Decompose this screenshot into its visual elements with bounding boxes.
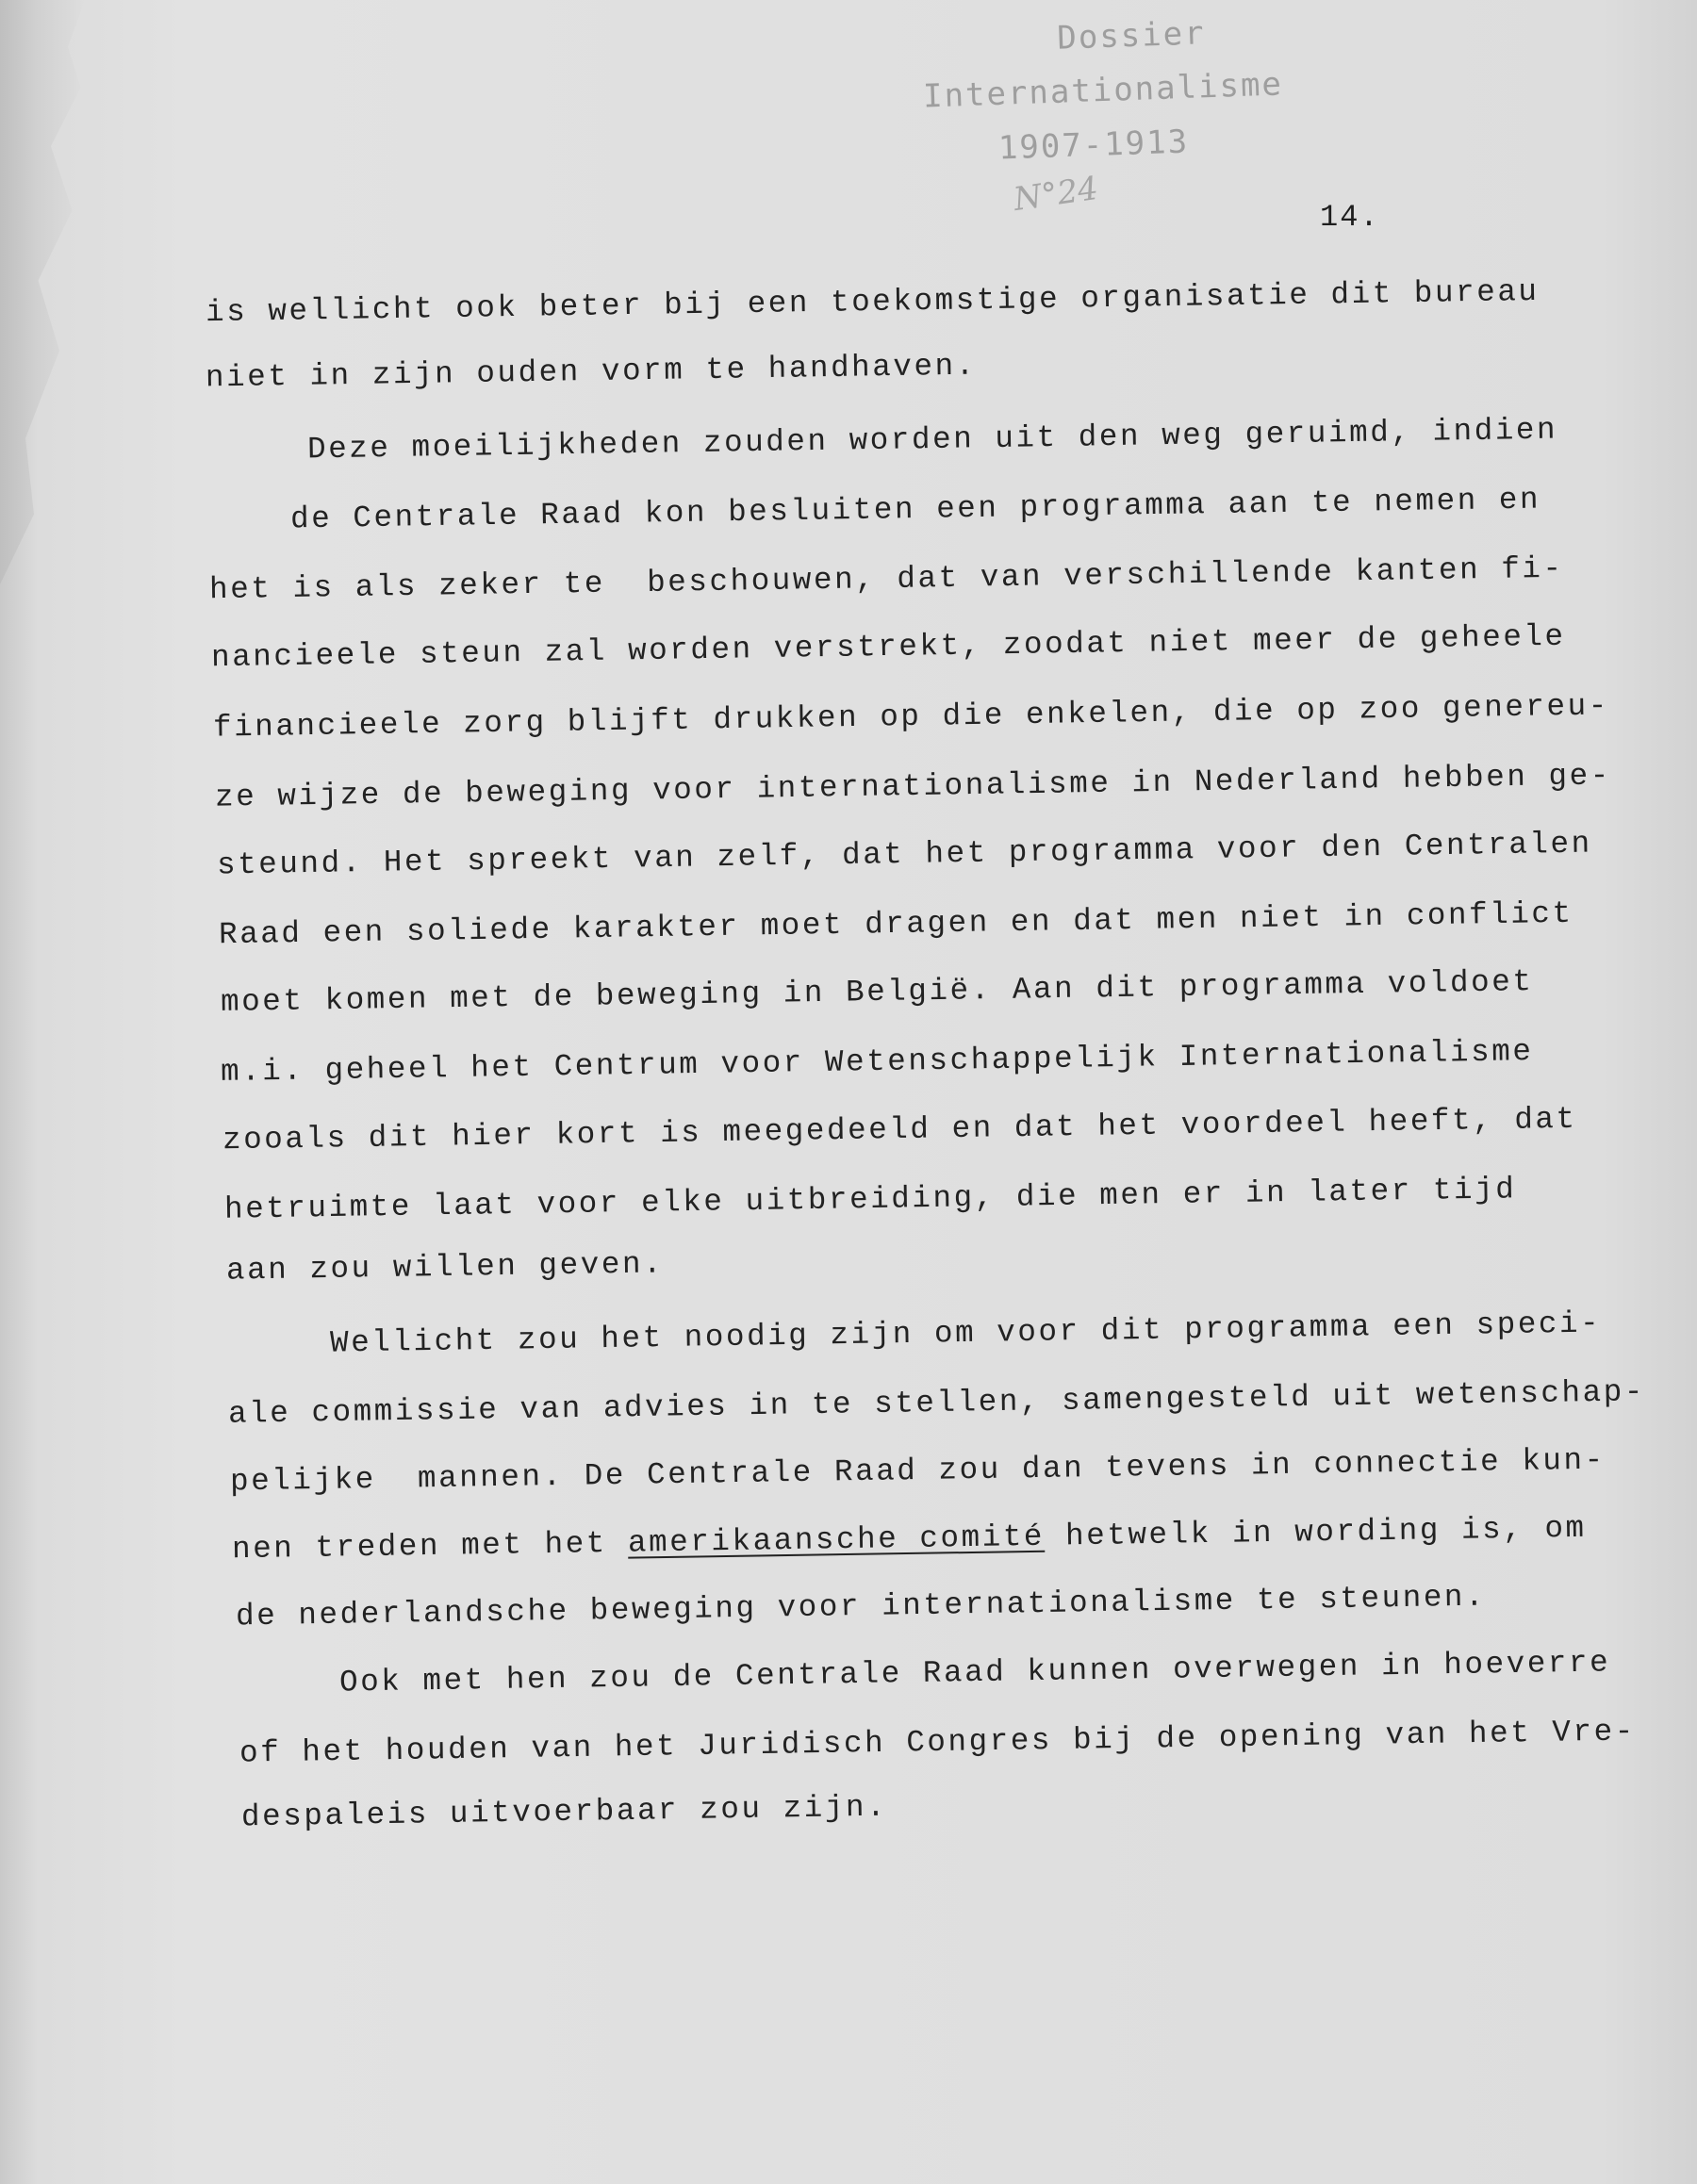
stamp-line-dossier: Dossier: [1056, 14, 1207, 57]
page-number: 14.: [1320, 200, 1380, 235]
text-line: pelijke mannen. De Centrale Raad zou dan tevens in connectie kun-: [229, 1442, 1606, 1500]
stamp-handwritten-number: N°24: [1011, 169, 1101, 220]
text-line: m.i. geheel het Centrum voor Wetenschappelijk Internationalisme: [220, 1034, 1534, 1090]
text-segment: nen treden met het: [231, 1525, 629, 1568]
text-line: hetruimte laat voor elke uitbreiding, die men er in later tijd: [223, 1172, 1517, 1227]
text-line: is wellicht ook beter bij een toekomstige organisatie dit bureau: [205, 273, 1540, 331]
stamp-line-internationalisme: Internationalisme: [922, 65, 1284, 116]
text-line: of het houden van het Juridisch Congres bij de opening van het Vre-: [239, 1714, 1637, 1771]
text-line: moet komen met de beweging in België. Aan dit programma voldoet: [220, 964, 1534, 1020]
text-line: Ook met hen zou de Centrale Raad kunnen overwegen in hoeverre: [338, 1645, 1611, 1700]
text-line: Deze moeilijkheden zouden worden uit den weg geruimd, indien: [306, 412, 1558, 468]
text-segment: hetwelk in wording is, om: [1044, 1510, 1587, 1554]
underlined-phrase: amerikaansche comité: [627, 1519, 1046, 1561]
text-line: de Centrale Raad kon besluiten een programma aan te nemen en: [289, 482, 1541, 537]
text-line: ze wijze de beweging voor internationalisme in Nederland hebben ge-: [214, 758, 1612, 815]
text-line: ale commissie van advies in te stellen, samengesteld uit wetenschap-: [227, 1374, 1646, 1432]
text-line: aan zou willen geven.: [225, 1246, 665, 1289]
text-line: financieele zorg blijft drukken op die enkelen, die op zoo genereu-: [212, 688, 1610, 746]
text-line: de nederlandsche beweging voor internationalisme te steunen.: [235, 1579, 1487, 1634]
text-line: nancieele steun zal worden verstrekt, zoodat niet meer de geheele: [210, 618, 1566, 676]
text-line: steund. Het spreekt van zelf, dat het programma voor den Centralen: [216, 826, 1593, 883]
text-line: Wellicht zou het noodig zijn om voor dit programma een speci-: [329, 1305, 1602, 1361]
text-line: zooals dit hier kort is meegedeeld en dat het voordeel heeft, dat: [222, 1101, 1577, 1158]
text-line: het is als zeker te beschouwen, dat van verschillende kanten fi-: [208, 550, 1564, 608]
text-line: [232, 1511, 1587, 1568]
text-line: despaleis uitvoerbaar zou zijn.: [240, 1789, 888, 1835]
stamp-line-years: 1907-1913: [997, 123, 1190, 168]
text-line: Raad een soliede karakter moet dragen en dat men niet in conflict: [218, 895, 1573, 953]
text-line: niet in zijn ouden vorm te handhaven.: [205, 348, 978, 396]
